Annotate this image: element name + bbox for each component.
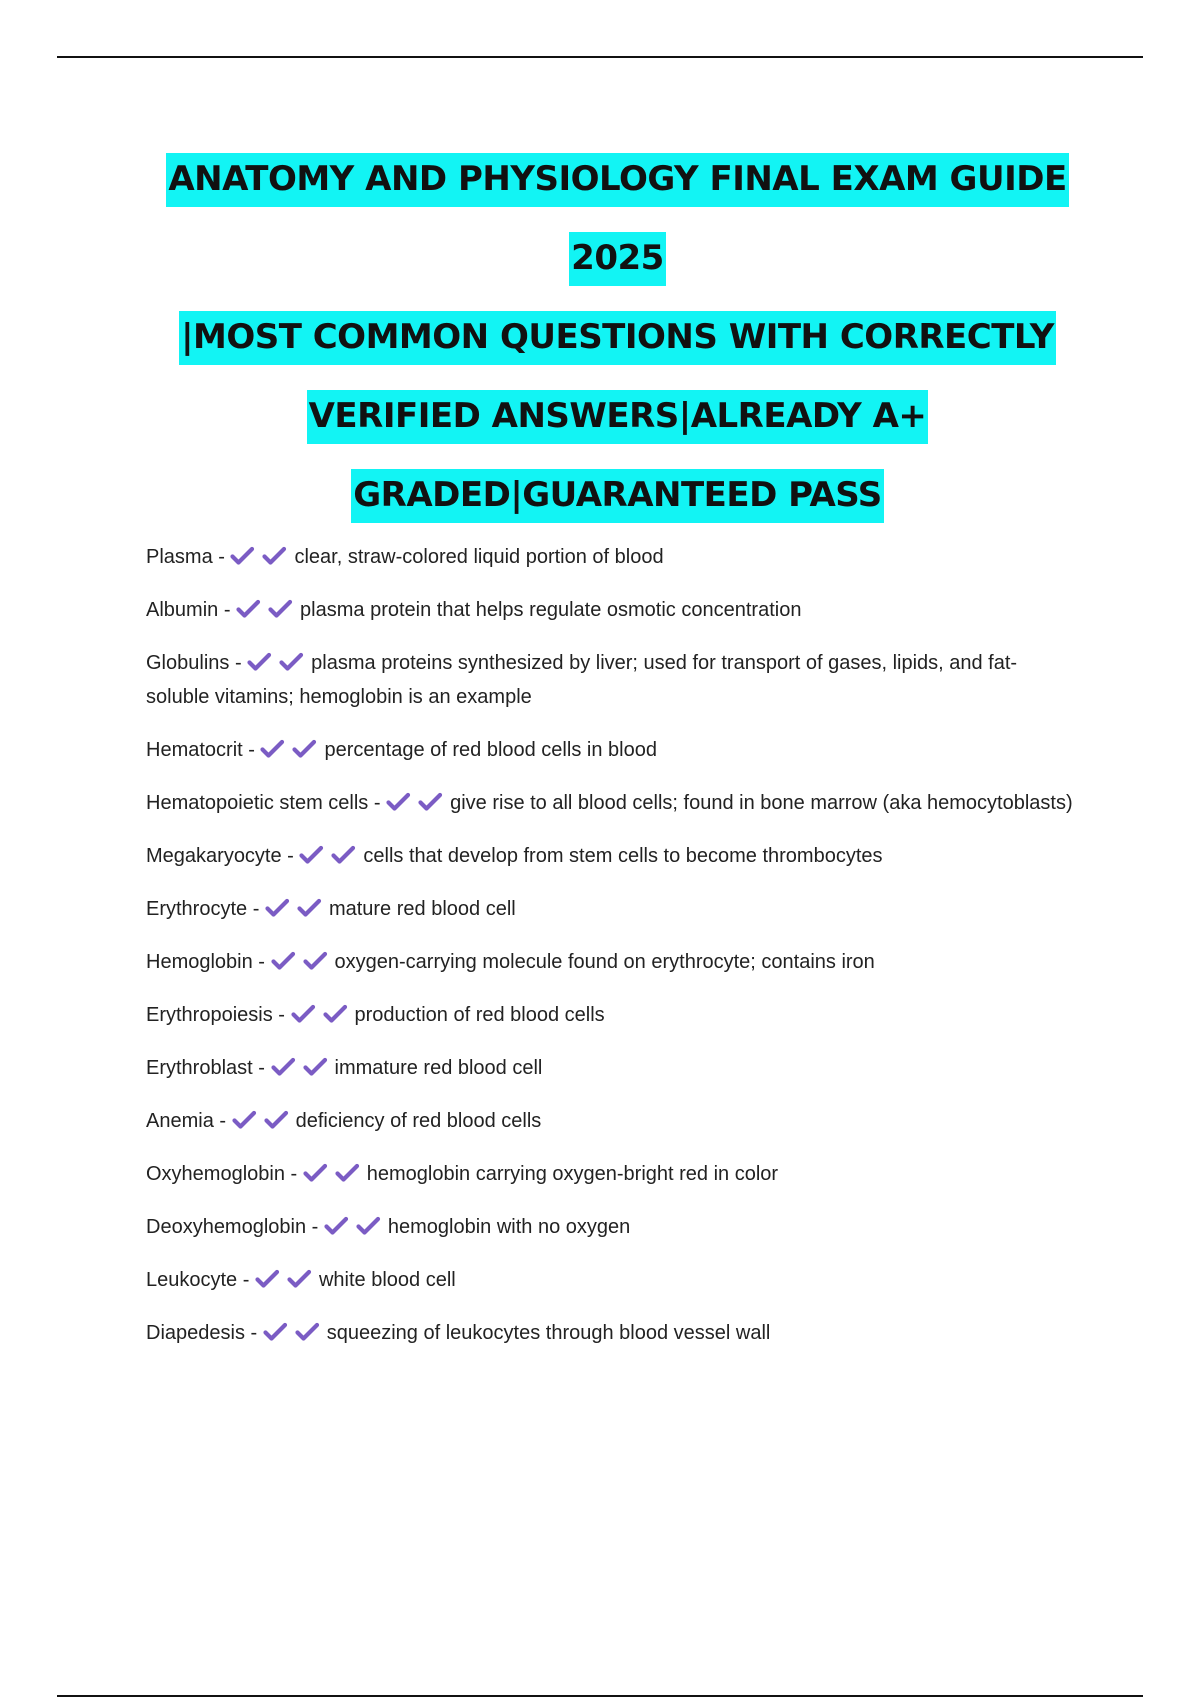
entry-definition: hemoglobin carrying oxygen-bright red in color — [366, 1163, 779, 1185]
checkmark-icon — [279, 652, 304, 672]
glossary-entry — [146, 1157, 1076, 1191]
entry-separator: - — [218, 599, 237, 621]
entry-term: Hematocrit — [146, 739, 243, 761]
entry-term: Erythrocyte — [146, 898, 248, 920]
checkmark-icon — [299, 845, 324, 865]
glossary-entry — [146, 839, 1076, 873]
entry-separator: - — [242, 739, 261, 761]
entry-term: Megakaryocyte — [146, 845, 282, 867]
checkmark-icon — [303, 1057, 328, 1077]
checkmark-icon — [255, 1269, 280, 1289]
entry-separator: - — [213, 1110, 232, 1132]
checkmark-icon — [323, 1004, 348, 1024]
entry-definition: clear, straw-colored liquid portion of blood — [294, 546, 664, 568]
title-line — [120, 140, 1115, 219]
entry-definition: mature red blood cell — [328, 898, 516, 920]
entry-separator: - — [368, 792, 387, 814]
entry-definition: cells that develop from stem cells to become thrombocytes — [363, 845, 883, 867]
entry-definition: squeezing of leukocytes through blood vessel wall — [326, 1322, 771, 1344]
checkmark-icon — [303, 1163, 328, 1183]
glossary-entry — [146, 892, 1076, 926]
checkmark-icon — [271, 1057, 296, 1077]
entry-separator: - — [244, 1322, 263, 1344]
glossary-entry — [146, 1051, 1076, 1085]
checkmark-icon — [264, 1110, 289, 1130]
glossary-entry — [146, 1316, 1076, 1350]
checkmark-icon — [292, 739, 317, 759]
entry-definition: oxygen-carrying molecule found on erythrocyte; contains iron — [334, 951, 875, 973]
entry-definition: immature red blood cell — [334, 1057, 543, 1079]
checkmark-icon — [265, 898, 290, 918]
checkmark-icon — [295, 1322, 320, 1342]
checkmark-icon — [236, 599, 261, 619]
checkmark-icon — [271, 951, 296, 971]
entry-term: Albumin — [146, 599, 219, 621]
checkmark-icon — [303, 951, 328, 971]
glossary-entry — [146, 733, 1076, 767]
entry-definition: give rise to all blood cells; found in bone marrow (aka hemocytoblasts) — [450, 792, 1073, 814]
entry-separator: - — [281, 845, 300, 867]
entry-separator: - — [272, 1004, 291, 1026]
checkmark-icon — [287, 1269, 312, 1289]
glossary-entry — [146, 1104, 1076, 1138]
checkmark-icon — [230, 546, 255, 566]
checkmark-icon — [260, 739, 285, 759]
title-line — [120, 377, 1115, 456]
checkmark-icon — [335, 1163, 360, 1183]
entry-term: Plasma — [146, 546, 213, 568]
checkmark-icon — [291, 1004, 316, 1024]
entry-term: Hemoglobin — [146, 951, 253, 973]
document-title — [120, 140, 1115, 535]
title-line-text: |MOST COMMON QUESTIONS WITH CORRECTLY — [179, 311, 1056, 365]
entry-separator: - — [247, 898, 265, 920]
entry-separator: - — [252, 951, 271, 973]
glossary-list — [146, 540, 1076, 1369]
entry-term: Hematopoietic stem cells — [146, 792, 369, 814]
title-line-text: ANATOMY AND PHYSIOLOGY FINAL EXAM GUIDE — [166, 153, 1068, 207]
entry-term: Anemia — [146, 1110, 214, 1132]
entry-separator: - — [237, 1269, 255, 1291]
top-divider — [57, 56, 1143, 58]
checkmark-icon — [386, 792, 411, 812]
checkmark-icon — [297, 898, 322, 918]
entry-term: Globulins — [146, 652, 230, 674]
checkmark-icon — [418, 792, 443, 812]
checkmark-icon — [263, 1322, 288, 1342]
entry-separator: - — [229, 652, 248, 674]
entry-separator: - — [306, 1216, 324, 1238]
entry-definition: white blood cell — [318, 1269, 456, 1291]
title-line — [120, 456, 1115, 535]
entry-separator: - — [212, 546, 231, 568]
entry-term: Leukocyte — [146, 1269, 238, 1291]
glossary-entry — [146, 1210, 1076, 1244]
checkmark-icon — [262, 546, 287, 566]
entry-term: Erythropoiesis — [146, 1004, 273, 1026]
bottom-divider — [57, 1695, 1143, 1697]
entry-definition: plasma protein that helps regulate osmotic concentration — [300, 599, 802, 621]
entry-separator: - — [284, 1163, 303, 1185]
title-line-text: 2025 — [569, 232, 666, 286]
entry-definition: deficiency of red blood cells — [295, 1110, 542, 1132]
checkmark-icon — [324, 1216, 349, 1236]
title-line — [120, 219, 1115, 298]
title-line — [120, 298, 1115, 377]
checkmark-icon — [247, 652, 272, 672]
entry-definition: plasma proteins synthesized by liver; used for transport of gases, lipids, and fat-soluble vitamins; hemoglobin is an example — [146, 652, 1018, 708]
checkmark-icon — [331, 845, 356, 865]
title-line-text: GRADED|GUARANTEED PASS — [351, 469, 883, 523]
glossary-entry — [146, 945, 1076, 979]
glossary-entry — [146, 786, 1076, 820]
entry-definition: hemoglobin with no oxygen — [387, 1216, 631, 1238]
entry-term: Deoxyhemoglobin — [146, 1216, 307, 1238]
entry-separator: - — [252, 1057, 271, 1079]
entry-term: Oxyhemoglobin — [146, 1163, 285, 1185]
entry-definition: production of red blood cells — [354, 1004, 605, 1026]
entry-term: Erythroblast — [146, 1057, 253, 1079]
glossary-entry — [146, 1263, 1076, 1297]
checkmark-icon — [232, 1110, 257, 1130]
entry-definition: percentage of red blood cells in blood — [324, 739, 657, 761]
glossary-entry — [146, 540, 1076, 574]
checkmark-icon — [356, 1216, 381, 1236]
title-line-text: VERIFIED ANSWERS|ALREADY A+ — [307, 390, 929, 444]
checkmark-icon — [268, 599, 293, 619]
entry-term: Diapedesis — [146, 1322, 245, 1344]
glossary-entry — [146, 593, 1076, 627]
glossary-entry — [146, 646, 1076, 714]
glossary-entry — [146, 998, 1076, 1032]
